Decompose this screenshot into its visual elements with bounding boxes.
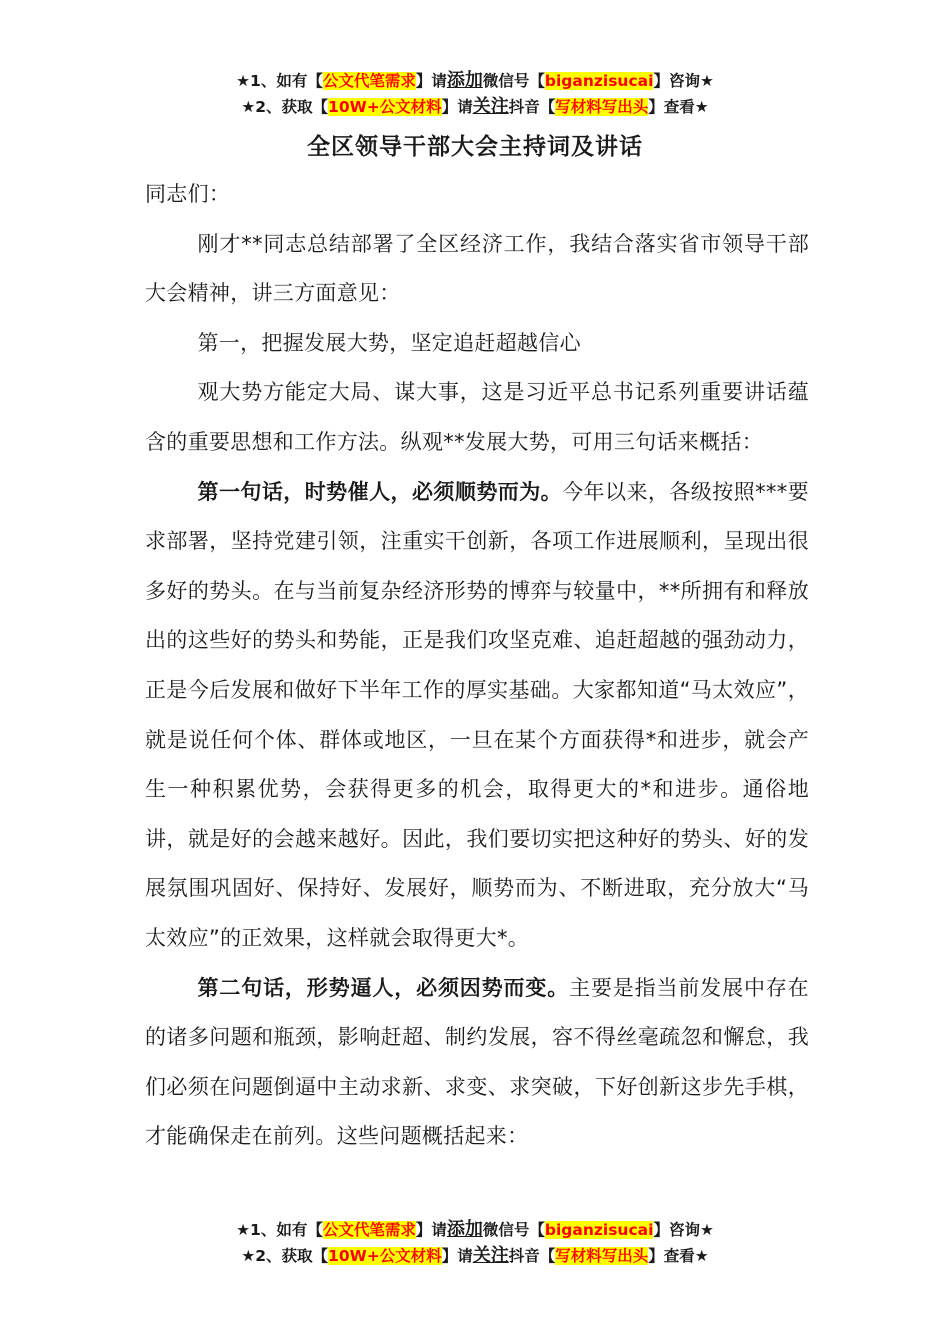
salutation: 同志们： — [145, 182, 231, 206]
banner-line-2 — [0, 94, 950, 120]
paragraph-intro: 刚才**同志总结部署了全区经济工作，我结合落实省市领导干部大会精神，讲三方面意见： — [145, 231, 809, 306]
banner-text: ★1、如有【 — [236, 72, 323, 90]
bold-lead: 第一句话，时势催人，必须顺势而为。 — [197, 479, 563, 504]
underlined-text: 关注 — [472, 96, 509, 117]
banner-text: 】请 — [441, 98, 473, 116]
header-banner — [0, 68, 950, 120]
banner-line-2 — [0, 1243, 950, 1269]
banner-text: 】咨询★ — [653, 1221, 714, 1239]
bold-lead: 第二句话，形势逼人，必须因势而变。 — [197, 975, 570, 1000]
banner-text: 】请 — [415, 72, 447, 90]
banner-text: ★2、获取【 — [241, 1247, 329, 1265]
highlight-wechat-id: biganzisucai — [544, 72, 654, 90]
banner-line-1 — [0, 1217, 950, 1243]
highlight-service: 公文代笔需求 — [322, 72, 416, 90]
highlight-materials: 10W+公文材料 — [328, 1247, 442, 1265]
paragraph-text: 今年以来，各级按照***要求部署，坚持党建引领，注重实干创新，各项工作进展顺利，呈现出很多好的势头。在与当前复杂经济形势的博弈与较量中，**所拥有和释放出的这些好的势头和势能，正是我们攻坚克难、追赶超越的强劲动力，正是今后发展和做好下半年工作的厚实基础。大家都知道“马太效应”，就是说任何个体、群体或地区，一旦在某个方面获得*和进步，就会产生一种积累优势，会获得更多的机会，取得更大的*和进步。通俗地讲，就是好的会越来越好。因此，我们要切实把这种好的势头、好的发展氛围巩固好、保持好、发展好，顺势而为、不断进取，充分放大“马太效应”的正效果，这样就会取得更大*。 — [145, 479, 809, 950]
highlight-service: 公文代笔需求 — [322, 1221, 416, 1239]
section-heading: 第一，把握发展大势，坚定追赶超越信心 — [197, 330, 581, 355]
banner-text: 抖音【 — [508, 1247, 556, 1265]
highlight-douyin-account: 写材料写出头 — [555, 98, 649, 116]
highlight-wechat-id: biganzisucai — [544, 1221, 654, 1239]
banner-line-1 — [0, 68, 950, 94]
banner-text: 微信号【 — [482, 1221, 545, 1239]
document-body — [145, 170, 809, 1162]
paragraph — [145, 468, 809, 964]
highlight-materials: 10W+公文材料 — [328, 98, 442, 116]
banner-text: 】查看★ — [648, 1247, 709, 1265]
underlined-text: 添加 — [446, 70, 483, 91]
banner-text: 】请 — [441, 1247, 473, 1265]
paragraph — [145, 964, 809, 1162]
paragraph: 观大势方能定大局、谋大事，这是习近平总书记系列重要讲话蕴含的重要思想和工作方法。纵观**发展大势，可用三句话来概括： — [145, 380, 809, 454]
underlined-text: 添加 — [446, 1219, 483, 1240]
banner-text: ★1、如有【 — [236, 1221, 323, 1239]
banner-text: ★2、获取【 — [241, 98, 329, 116]
underlined-text: 关注 — [472, 1245, 509, 1266]
document-title: 全区领导干部大会主持词及讲话 — [307, 134, 643, 160]
banner-text: 微信号【 — [482, 72, 545, 90]
footer-banner — [0, 1217, 950, 1269]
banner-text: 】查看★ — [648, 98, 709, 116]
highlight-douyin-account: 写材料写出头 — [555, 1247, 649, 1265]
banner-text: 】请 — [415, 1221, 447, 1239]
banner-text: 】咨询★ — [653, 72, 714, 90]
banner-text: 抖音【 — [508, 98, 556, 116]
paragraph-text: 主要是指当前发展中存在的诸多问题和瓶颈，影响赶超、制约发展，容不得丝毫疏忽和懈怠，我们必须在问题倒逼中主动求新、求变、求突破，下好创新这步先手棋，才能确保走在前列。这些问题概括起来： — [145, 975, 809, 1149]
